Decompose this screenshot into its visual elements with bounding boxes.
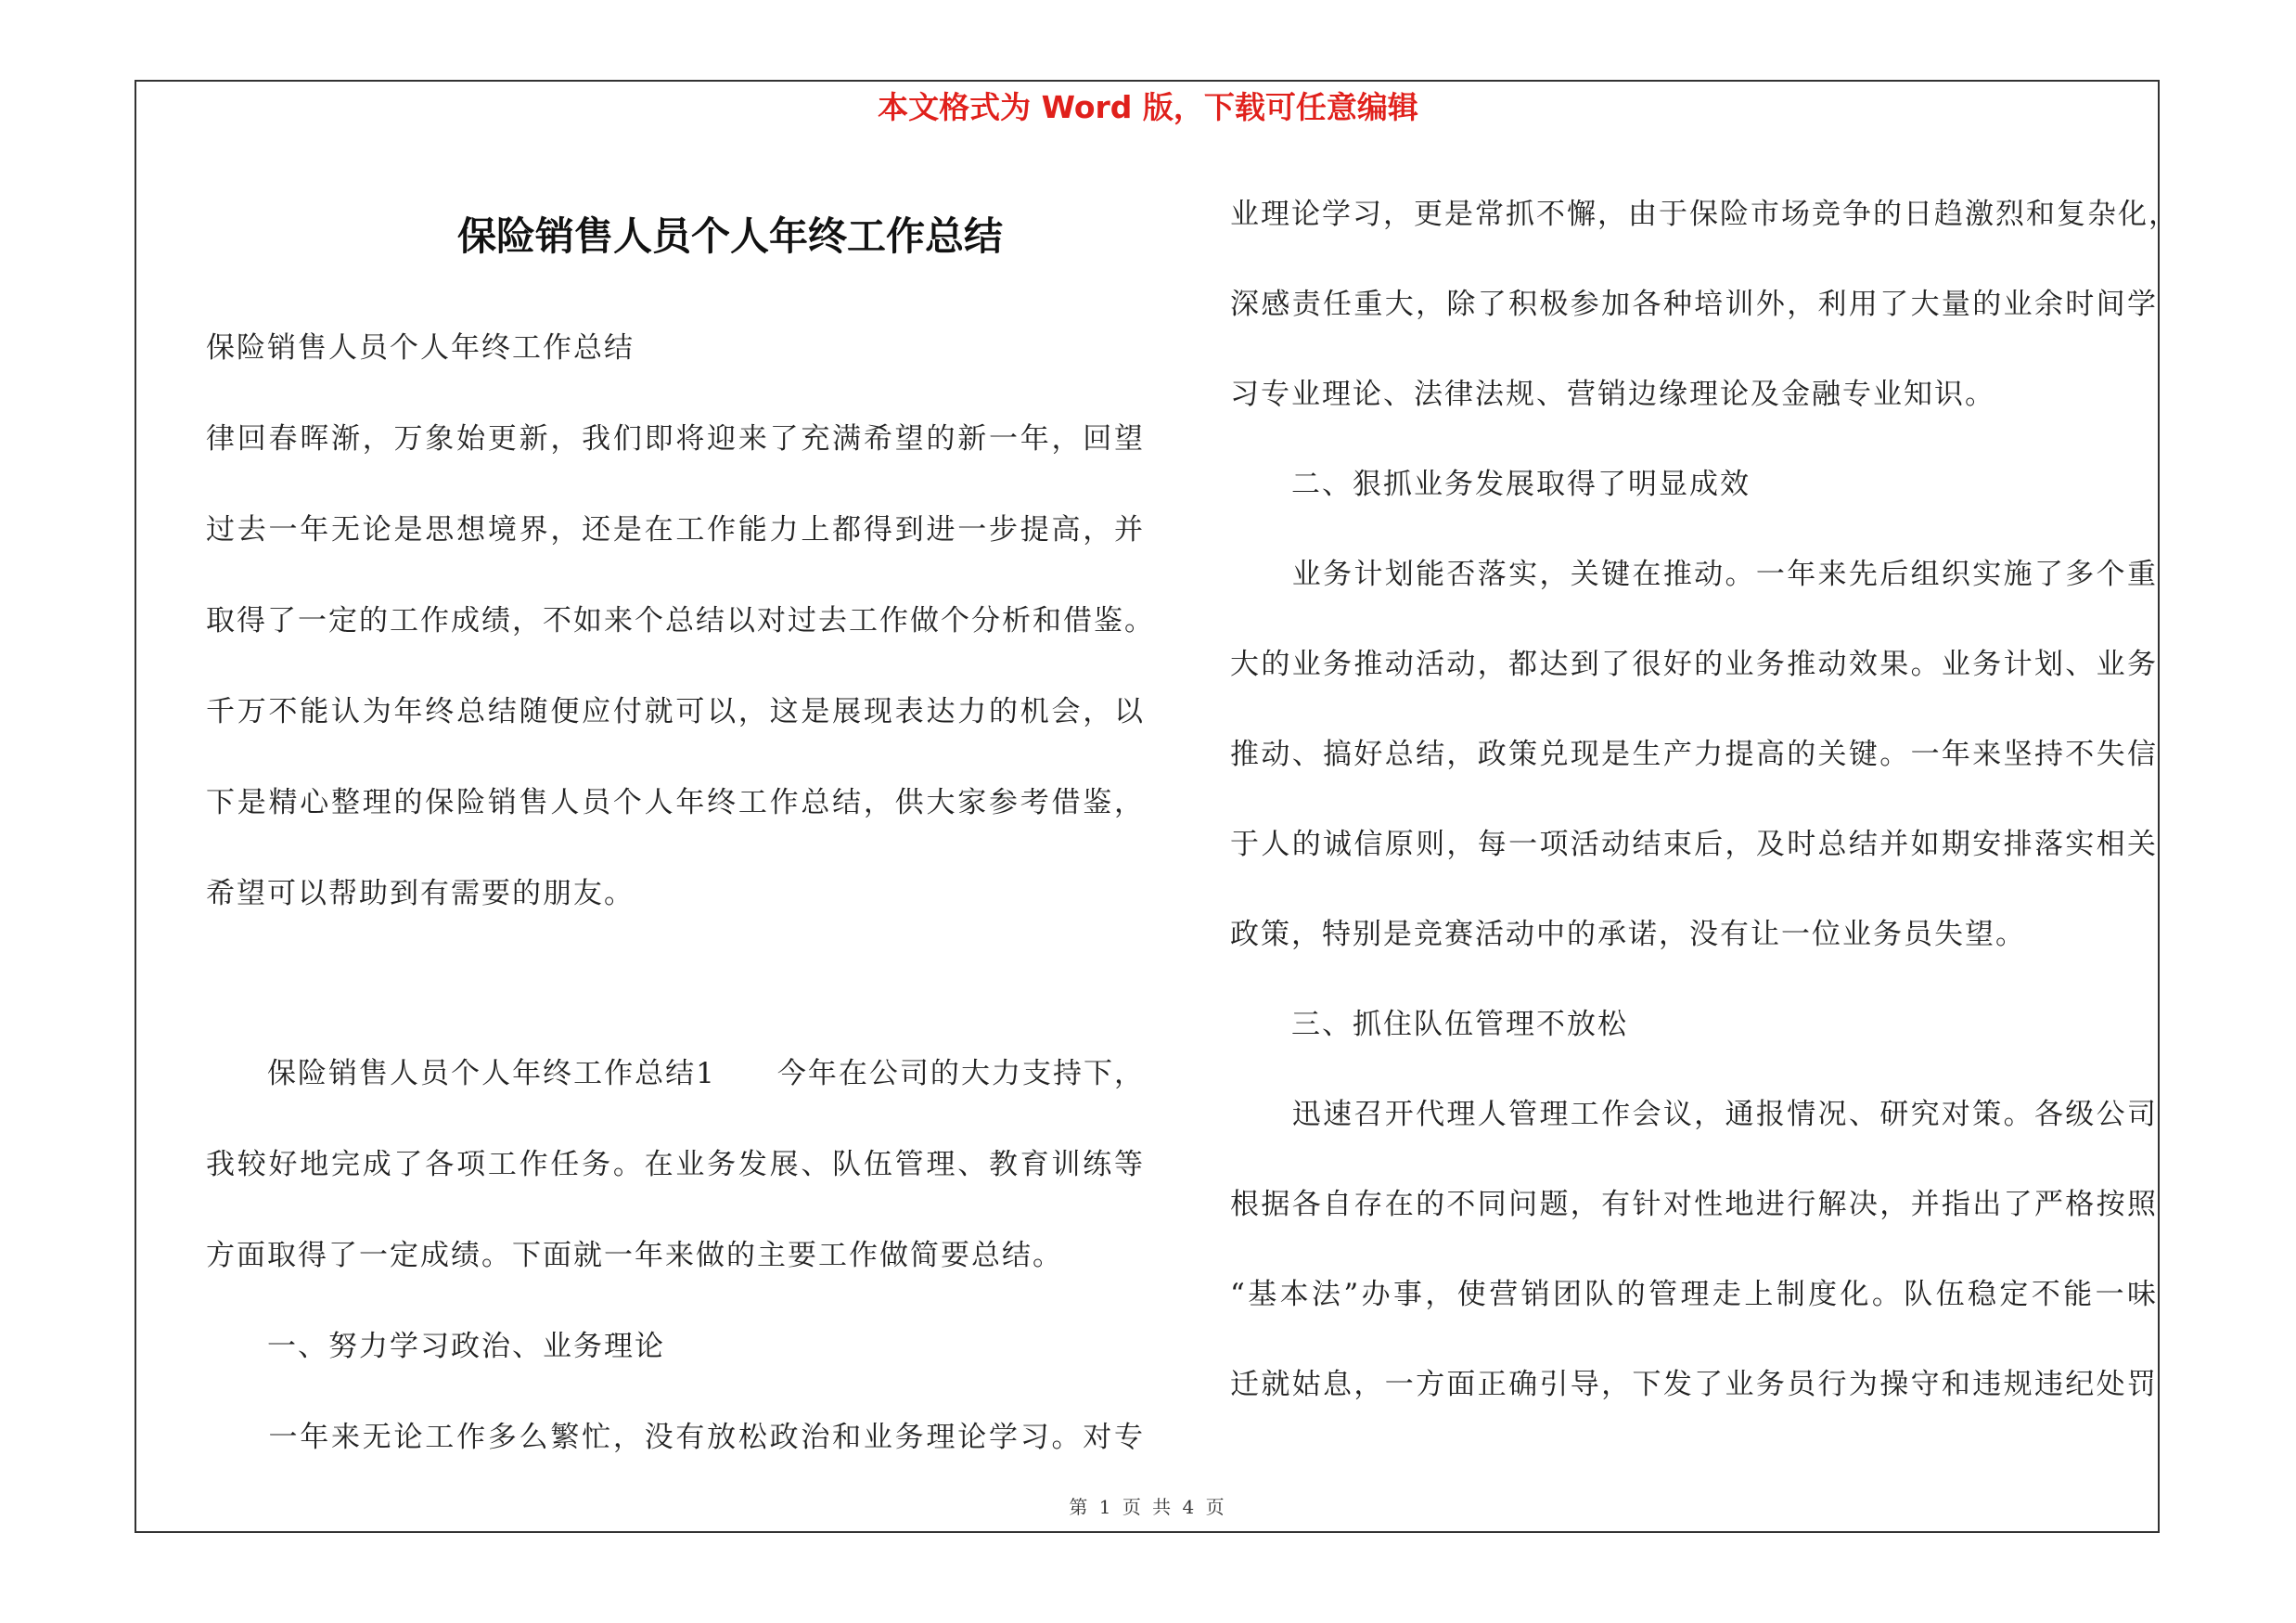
paragraph-line: 一年来无论工作多么繁忙，没有放松政治和业务理论学习。对专 bbox=[206, 1421, 1145, 1454]
subtitle-line: 保险销售人员个人年终工作总结 bbox=[206, 331, 635, 365]
paragraph-line: 深感责任重大，除了积极参加各种培训外，利用了大量的业余时间学 bbox=[1230, 288, 2158, 321]
paragraph-line: 保险销售人员个人年终工作总结1 今年在公司的大力支持下， bbox=[206, 1057, 1145, 1090]
paragraph-line: 根据各自存在的不同问题，有针对性地进行解决，并指出了严格按照 bbox=[1230, 1188, 2158, 1221]
paragraph-line: 业务计划能否落实，关键在推动。一年来先后组织实施了多个重 bbox=[1230, 558, 2158, 591]
paragraph-line: 政策，特别是竞赛活动中的承诺，没有让一位业务员失望。 bbox=[1230, 918, 2026, 951]
paragraph-line: 取得了一定的工作成绩，不如来个总结以对过去工作做个分析和借鉴。 bbox=[206, 604, 1155, 638]
paragraph-line: 于人的诚信原则，每一项活动结束后，及时总结并如期安排落实相关 bbox=[1230, 828, 2158, 861]
document-title: 保险销售人员个人年终工作总结 bbox=[456, 213, 1003, 259]
paragraph-line: “基本法”办事，使营销团队的管理走上制度化。队伍稳定不能一味 bbox=[1230, 1278, 2158, 1311]
paragraph-line: 我较好地完成了各项工作任务。在业务发展、队伍管理、教育训练等 bbox=[206, 1148, 1145, 1181]
paragraph-line: 方面取得了一定成绩。下面就一年来做的主要工作做简要总结。 bbox=[206, 1239, 1063, 1272]
paragraph-line: 希望可以帮助到有需要的朋友。 bbox=[206, 877, 635, 910]
paragraph-line: 迁就姑息，一方面正确引导，下发了业务员行为操守和违规违纪处罚 bbox=[1230, 1368, 2158, 1401]
paragraph-line: 大的业务推动活动，都达到了很好的业务推动效果。业务计划、业务 bbox=[1230, 648, 2158, 681]
section-heading: 三、抓住队伍管理不放松 bbox=[1230, 1008, 1628, 1041]
paragraph-line: 推动、搞好总结，政策兑现是生产力提高的关键。一年来坚持不失信 bbox=[1230, 738, 2158, 771]
paragraph-line: 千万不能认为年终总结随便应付就可以，这是展现表达力的机会，以 bbox=[206, 695, 1145, 728]
section-heading: 二、狠抓业务发展取得了明显成效 bbox=[1230, 468, 1751, 501]
paragraph-line: 业理论学习，更是常抓不懈，由于保险市场竞争的日趋激烈和复杂化， bbox=[1230, 198, 2179, 231]
paragraph-line: 习专业理论、法律法规、营销边缘理论及金融专业知识。 bbox=[1230, 378, 1995, 411]
paragraph-line: 律回春晖渐，万象始更新，我们即将迎来了充满希望的新一年，回望 bbox=[206, 422, 1145, 456]
page-number-footer: 第 1 页 共 4 页 bbox=[1069, 1496, 1227, 1518]
paragraph-line: 迅速召开代理人管理工作会议，通报情况、研究对策。各级公司 bbox=[1230, 1098, 2158, 1131]
format-banner: 本文格式为 Word 版，下载可任意编辑 bbox=[878, 89, 1418, 125]
paragraph-line: 下是精心整理的保险销售人员个人年终工作总结，供大家参考借鉴， bbox=[206, 786, 1145, 819]
paragraph-line: 过去一年无论是思想境界，还是在工作能力上都得到进一步提高，并 bbox=[206, 513, 1145, 547]
section-heading: 一、努力学习政治、业务理论 bbox=[206, 1330, 665, 1363]
